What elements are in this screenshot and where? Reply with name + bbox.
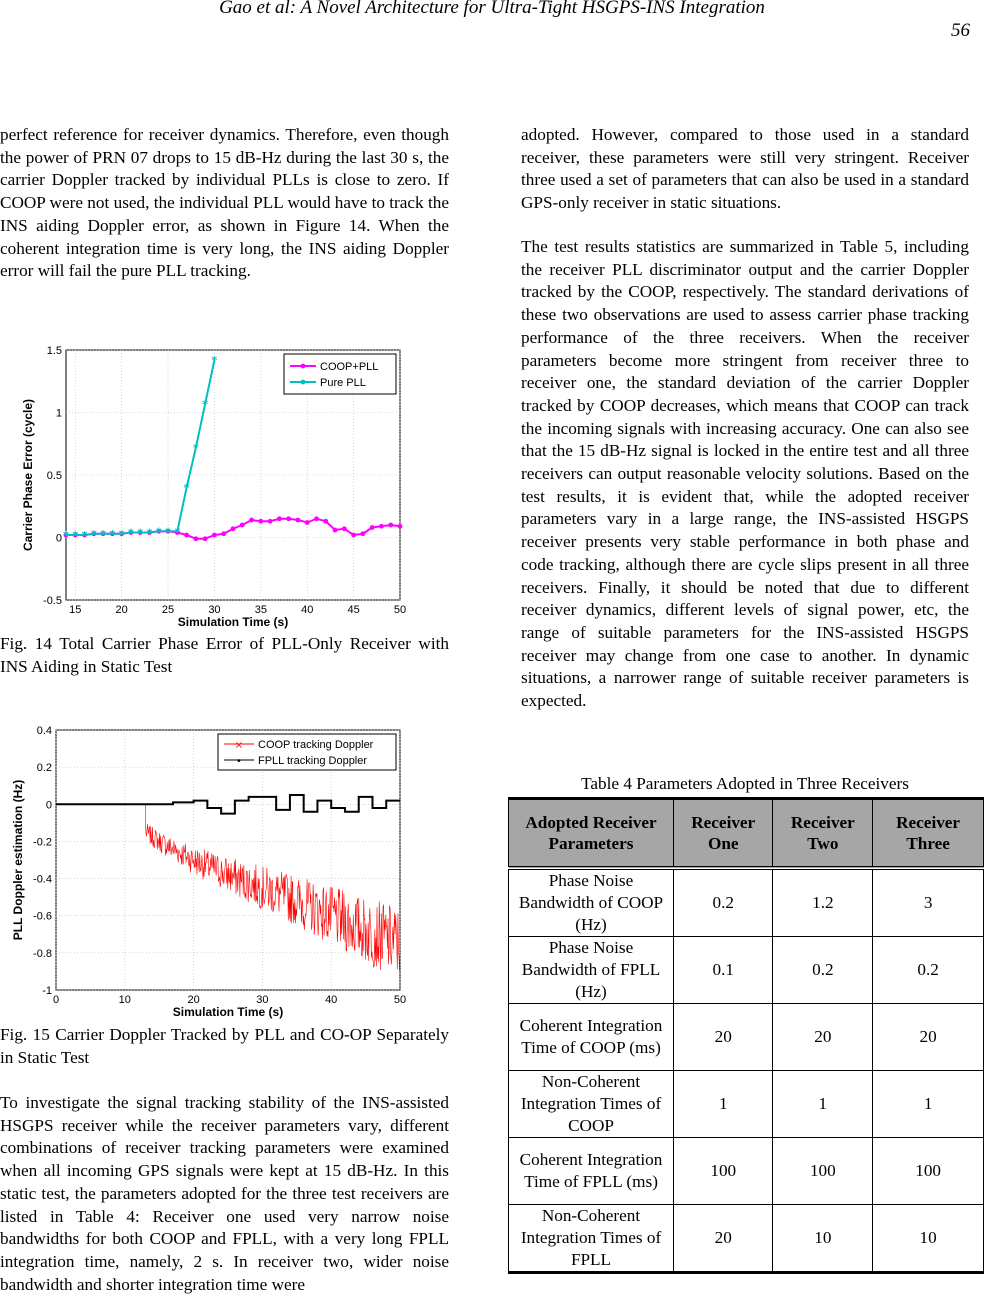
data-point: * — [109, 527, 116, 541]
data-point — [249, 518, 254, 523]
table-header-cell: Receiver One — [674, 799, 773, 869]
table-cell: 20 — [674, 1205, 773, 1273]
x-tick-label: 15 — [69, 604, 82, 616]
y-tick-label: -0.4 — [33, 873, 52, 886]
data-point — [388, 523, 393, 528]
table-cell: Non-Coherent Integration Times of FPLL — [509, 1205, 674, 1273]
x-tick-label: 50 — [393, 604, 407, 616]
y-tick-label: -0.5 — [43, 595, 62, 607]
figure-14 — [18, 340, 418, 632]
y-tick-label: 1 — [55, 407, 62, 420]
data-point: * — [165, 525, 171, 539]
data-point — [231, 526, 236, 531]
x-tick-label: 35 — [254, 604, 267, 616]
x-tick-label: 20 — [115, 604, 128, 616]
page-header — [0, 0, 984, 60]
x-tick-label: 30 — [208, 604, 221, 616]
x-tick-label: 30 — [256, 994, 269, 1006]
legend-marker — [301, 380, 306, 385]
right-paragraph-2: The test results statistics are summarized in Table 5, including the receiver PLL discriminator output and the carrier Doppler tracked by the COOP, respectively. The standard derivations of these two observations are used to assess carrier phase tracking performance of the three receivers. When the receiver parameters become more stringent from receiver three to receiver one, the standard deviation of the carrier Doppler tracked by COOP decreases, which means that COOP can track the incoming signals with increasing accuracy. One can also see that the 15 dB-Hz signal is locked in the entire test and all three receivers can output reasonable velocity solutions. Based on the test results, it is evident that, while the adopted receiver parameters vary in a large range, the INS-assisted HSGPS receiver presents very stable performance in both phase and code tracking, although there are cycle slips present in all three receivers. Finally, it should be noted that due to different receiver dynamics, different levels of signal power, etc, the range of suitable parameters for the INS-assisted HSGPS receiver may change from one case to another. In dynamic situations, a narrower range of suitable receiver parameters is expected. — [521, 237, 969, 711]
data-point: * — [90, 527, 97, 541]
table-cell: 1.2 — [773, 868, 873, 937]
y-tick-label: 0 — [55, 532, 62, 545]
data-point — [333, 528, 338, 533]
x-tick-label: 50 — [393, 994, 407, 1006]
x-tick-label: 40 — [325, 994, 338, 1006]
data-point — [203, 536, 208, 541]
legend-marker — [301, 364, 306, 369]
data-point — [258, 519, 263, 524]
data-point: * — [202, 397, 209, 411]
table-cell: Non-Coherent Integration Times of COOP — [509, 1071, 674, 1138]
page-number: 56 — [951, 20, 970, 41]
y-tick-label: -0.8 — [33, 947, 52, 960]
table-cell: 20 — [674, 1004, 773, 1071]
table-cell: Coherent Integration Time of COOP (ms) — [509, 1004, 674, 1071]
left-paragraph-2: To investigate the signal tracking stability of the INS-assisted HSGPS receiver while the receiver parameters vary, different combinations of receiver tracking parameters were examined when all incoming GPS signals were kept at 15 dB-Hz. In this static test, the parameters adopted for the three test receivers are listed in Table 4: Receiver one used very narrow noise bandwidths for both COOP and FPLL, with a very long FPLL integration time, namely, 2 s. In receiver two, wider noise bandwidth and shorter integration time were — [0, 1093, 449, 1294]
figure-15-caption: Fig. 15 Carrier Doppler Tracked by PLL and CO-OP Separately in Static Test — [0, 1025, 449, 1067]
data-point — [221, 531, 226, 536]
data-point — [342, 526, 347, 531]
table-cell: 20 — [873, 1004, 984, 1071]
x-tick-label: 40 — [301, 604, 314, 616]
right-paragraph-1: adopted. However, compared to those used in a standard receiver, these parameters were still very stringent. Receiver three used a set of parameters that can also be used in a standard GPS-only receiver in static situations. — [521, 125, 969, 213]
table-header-cell: Receiver Three — [873, 799, 984, 869]
table-row — [509, 1138, 984, 1205]
data-point: * — [137, 526, 144, 540]
data-point — [277, 516, 282, 521]
y-tick-label: -1 — [42, 985, 52, 997]
x-tick-label: 25 — [161, 604, 175, 616]
data-point — [370, 525, 375, 530]
x-tick-label: 10 — [118, 994, 131, 1006]
x-tick-label: 20 — [187, 994, 200, 1006]
data-point — [193, 536, 198, 541]
data-point — [305, 520, 310, 525]
table-row — [509, 1004, 984, 1071]
legend-label: COOP+PLL — [320, 361, 379, 373]
y-tick-label: 0 — [45, 799, 52, 812]
table-cell: 0.2 — [873, 937, 984, 1004]
table-cell: 20 — [773, 1004, 873, 1071]
data-point — [212, 533, 217, 538]
table-cell: 100 — [674, 1138, 773, 1205]
data-point: * — [128, 526, 134, 540]
data-point: * — [63, 529, 69, 542]
legend — [218, 734, 396, 770]
x-tick-label: 0 — [52, 994, 60, 1006]
x-tick-label: 45 — [347, 604, 360, 616]
y-tick-label: -0.2 — [33, 836, 52, 849]
table-cell: 0.1 — [674, 937, 773, 1004]
figure-14-chart — [18, 340, 418, 632]
data-point: * — [193, 441, 199, 455]
table-row — [509, 937, 984, 1004]
y-axis-label: PLL Doppler estimation (Hz) — [11, 779, 25, 941]
y-tick-label: 0.5 — [46, 470, 62, 482]
data-point: * — [211, 354, 218, 367]
figure-15 — [10, 720, 410, 1022]
table-cell: Phase Noise Bandwidth of FPLL (Hz) — [509, 937, 674, 1004]
data-point: * — [118, 527, 125, 541]
table-cell: 1 — [773, 1071, 873, 1138]
x-axis-label: Simulation Time (s) — [177, 615, 289, 629]
table-cell: 3 — [873, 868, 984, 937]
table-4-caption: Table 4 Parameters Adopted in Three Receivers — [581, 774, 909, 793]
data-point: * — [174, 525, 181, 539]
table-header-cell: Receiver Two — [773, 799, 873, 869]
data-point: * — [146, 526, 153, 540]
table-cell: 10 — [773, 1205, 873, 1273]
table-row — [509, 1205, 984, 1273]
data-point — [314, 516, 319, 521]
legend-label: COOP tracking Doppler — [258, 739, 374, 751]
data-point — [286, 516, 291, 521]
data-point — [398, 524, 403, 529]
data-point — [323, 519, 328, 524]
table-cell: 0.2 — [674, 868, 773, 937]
y-axis-label: Carrier Phase Error (cycle) — [21, 398, 35, 552]
legend-label: FPLL tracking Doppler — [258, 755, 368, 767]
table-cell: 100 — [773, 1138, 873, 1205]
legend — [284, 354, 396, 394]
table-cell: 100 — [873, 1138, 984, 1205]
y-tick-label: 0.4 — [36, 725, 52, 737]
data-point: * — [155, 525, 162, 539]
table-cell: 0.2 — [773, 937, 873, 1004]
data-point — [240, 523, 245, 528]
table-cell: Phase Noise Bandwidth of COOP (Hz) — [509, 868, 674, 937]
table-cell: 10 — [873, 1205, 984, 1273]
legend-marker: • — [236, 756, 242, 767]
data-point: * — [183, 481, 190, 495]
table-cell: Coherent Integration Time of FPLL (ms) — [509, 1138, 674, 1205]
data-point — [184, 533, 189, 538]
x-axis-label: Simulation Time (s) — [172, 1005, 284, 1019]
figure-14-caption: Fig. 14 Total Carrier Phase Error of PLL-Only Receiver with INS Aiding in Static Test — [0, 634, 449, 676]
legend-label: Pure PLL — [320, 377, 366, 389]
data-point — [360, 531, 365, 536]
table-cell: 1 — [674, 1071, 773, 1138]
legend-marker: × — [234, 740, 244, 751]
data-point — [379, 524, 384, 529]
data-point: * — [81, 529, 88, 542]
data-point — [268, 519, 273, 524]
table-row — [509, 1071, 984, 1138]
table-header-row — [509, 799, 984, 869]
table-header-cell: Adopted Receiver Parameters — [509, 799, 674, 869]
table-4 — [508, 797, 984, 1274]
y-tick-label: 0.2 — [36, 762, 52, 775]
running-title: Gao et al: A Novel Architecture for Ultra-Tight HSGPS-INS Integration — [219, 0, 765, 18]
figure-15-chart — [10, 720, 410, 1022]
table-row — [509, 868, 984, 937]
y-tick-label: -0.6 — [33, 910, 52, 923]
data-point — [351, 533, 356, 538]
y-tick-label: 1.5 — [46, 345, 62, 357]
data-point: * — [72, 529, 79, 542]
data-point — [296, 518, 301, 523]
table-cell: 1 — [873, 1071, 984, 1138]
left-paragraph-1: perfect reference for receiver dynamics. Therefore, even though the power of PRN 07 drops to 15 dB-Hz during the last 30 s, the carrier Doppler tracked by individual PLLs is close to zero. If COOP were not used, the individual PLL would have to track the INS aiding Doppler error, as shown in Figure 14. When the coherent integration time is very long, the INS aiding Doppler error will fail the pure PLL tracking. — [0, 125, 449, 281]
data-point: * — [100, 527, 106, 541]
